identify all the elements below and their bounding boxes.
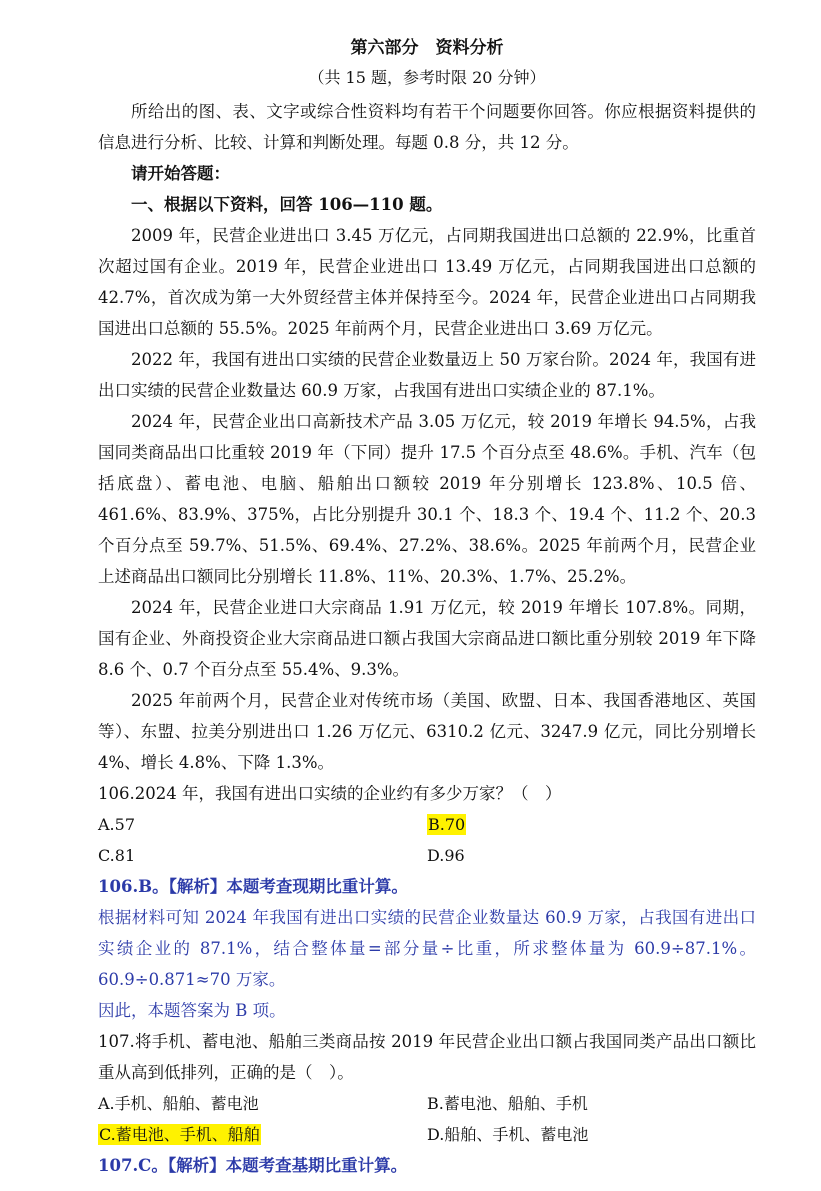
answer-107-heading: 107.C。【解析】本题考查基期比重计算。 [98, 1156, 408, 1175]
option-106-b[interactable]: B.70 [428, 815, 466, 834]
material-paragraph-3: 2024 年，民营企业出口高新技术产品 3.05 万亿元，较 2019 年增长 94.5%，占我国同类商品出口比重较 2019 年（下同）提升 17.5 个百分点至 48.6%。手机、汽车（包括底盘）、蓄电池、电脑、船舶出口额较 2019 年分别增长 123.8%、10.5 倍、461.6%、83.9%、375%，占比分别提升 30.1 个、18.3 个、19.4 个、11.2 个、20.3 个百分点至 59.7%、51.5%、69.4%、27.2%、38.6%。2025 年前两个月，民营企业上述商品出口额同比分别增长 11.8%、11%、20.3%、1.7%、25.2%。 [98, 412, 756, 586]
material-paragraph-1: 2009 年，民营企业进出口 3.45 万亿元，占同期我国进出口总额的 22.9%，比重首次超过国有企业。2019 年，民营企业进出口 13.49 万亿元，占同期我国进出口总额的 42.7%，首次成为第一大外贸经营主体并保持至今。2024 年，民营企业进出口占同期我国进出口总额的 55.5%。2025 年前两个月，民营企业进出口 3.69 万亿元。 [98, 226, 756, 338]
question-107-options-row-2 [98, 1119, 756, 1150]
part-title: 第六部分 资料分析 [350, 38, 504, 58]
question-106-options-row-1 [98, 809, 756, 840]
part-subtitle: （共 15 题，参考时限 20 分钟） [308, 68, 546, 87]
option-107-d[interactable]: D.船舶、手机、蓄电池 [427, 1125, 589, 1144]
answer-106-conclusion: 因此，本题答案为 B 项。 [98, 1001, 286, 1020]
question-107-stem: 107.将手机、蓄电池、船舶三类商品按 2019 年民营企业出口额占我国同类产品出口额比重从高到低排列，正确的是（ ）。 [98, 1032, 756, 1082]
option-107-b[interactable]: B.蓄电池、船舶、手机 [427, 1094, 588, 1113]
material-paragraph-2: 2022 年，我国有进出口实绩的民营企业数量迈上 50 万家台阶。2024 年，我国有进出口实绩的民营企业数量达 60.9 万家，占我国有进出口实绩企业的 87.1%。 [98, 350, 756, 400]
question-107-options-row-1 [98, 1088, 756, 1119]
section-heading: 一、根据以下资料，回答 106—110 题。 [131, 195, 443, 214]
option-106-a[interactable]: A.57 [98, 815, 135, 834]
option-106-d[interactable]: D.96 [427, 846, 465, 865]
question-106-stem: 106.2024 年，我国有进出口实绩的企业约有多少万家？（ ） [98, 784, 562, 803]
start-label: 请开始答题： [131, 164, 230, 183]
material-paragraph-4: 2024 年，民营企业进口大宗商品 1.91 万亿元，较 2019 年增长 107.8%。同期，国有企业、外商投资企业大宗商品进口额占我国大宗商品进口额比重分别较 2019 年下降 8.6 个、0.7 个百分点至 55.4%、9.3%。 [98, 598, 756, 679]
answer-106-analysis: 根据材料可知 2024 年我国有进出口实绩的民营企业数量达 60.9 万家，占我国有进出口实绩企业的 87.1%，结合整体量=部分量÷比重，所求整体量为 60.9÷87.1%。60.9÷0.871≈70 万家。 [98, 908, 756, 989]
question-106-options-row-2 [98, 840, 756, 871]
material-paragraph-5: 2025 年前两个月，民营企业对传统市场（美国、欧盟、日本、我国香港地区、英国等）、东盟、拉美分别进出口 1.26 万亿元、6310.2 亿元、3247.9 亿元，同比分别增长 4%、增长 4.8%、下降 1.3%。 [98, 691, 756, 772]
instructions: 所给出的图、表、文字或综合性资料均有若干个问题要你回答。你应根据资料提供的信息进行分析、比较、计算和判断处理。每题 0.8 分，共 12 分。 [98, 102, 756, 152]
answer-106-heading: 106.B。【解析】本题考查现期比重计算。 [98, 877, 408, 896]
option-107-a[interactable]: A.手机、船舶、蓄电池 [98, 1094, 259, 1113]
option-106-c[interactable]: C.81 [98, 846, 136, 865]
option-107-c[interactable]: C.蓄电池、手机、船舶 [99, 1125, 260, 1144]
